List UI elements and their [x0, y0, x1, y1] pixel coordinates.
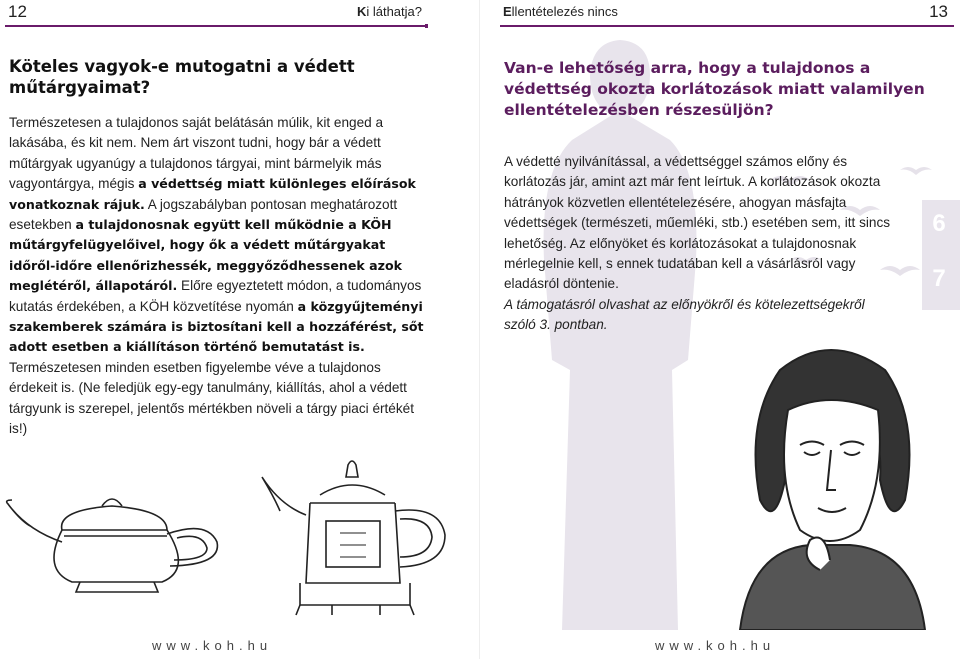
- right-question: Van-e lehetőség arra, hogy a tulajdonos a védettség okozta korlátozások miatt valamilyen ellentételezésben részesüljön?: [504, 59, 925, 119]
- left-body-run: Természetesen a tulajdonos saját belátásán múlik, kit enged a lakásába, és kit nem. Nem árt viszont tudni, hogy bár a védett műtárgyak ugyanúgy a tulajdonos tárgyai, mint bármelyik más vagyontárgya, mégis: [9, 115, 384, 192]
- left-page-number: 12: [8, 2, 27, 21]
- left-running-head: [357, 4, 422, 19]
- left-running-head-text: i láthatja?: [366, 4, 422, 19]
- right-running-head-text: llentételezés nincs: [511, 4, 618, 19]
- right-header-rule: [500, 25, 954, 27]
- left-running-head-initial: K: [356, 4, 367, 19]
- left-body-bold-run: a tulajdonosnak együtt kell működnie a KÖH műtárgyfelügyelőivel, hogy ők a védett műtárgyakat időről-időre ellenőrizhessék, meggyőződhessenek azok meglétéről, állapotáról.: [9, 217, 403, 294]
- left-header-rule: [5, 25, 428, 27]
- right-answer-paragraph: A védetté nyilvánítással, a védettséggel számos előny és korlátozás jár, amint azt már fent leírtuk. A korlátozások okozta hátrányok közvetlen ellentételezésére, ahogyan másfajta védettségek (természeti, műemléki, stb.) esetében sem, itt sincs lehetőség. Az előnyöket és korlátozásokat a tulajdonosnak mérlegelnie kell, s ennek tudatában kell a vásárlásról vagy eladásról döntenie.: [504, 154, 891, 292]
- woman-portrait-illustration: [700, 330, 958, 630]
- right-running-head: [503, 4, 618, 19]
- left-body-run: A jogszabályban pontosan meghatározott esetekben: [9, 196, 398, 233]
- left-body-run: Természetesen minden esetben figyelembe véve a tulajdonos érdekeit is. (Ne feledjük egy-egy tanulmány, kiállítás, ahol a védett tárgyunk is szerepel, jelentős mértékben növeli a tárgy piaci értékét is!): [9, 359, 414, 437]
- left-body-bold-run: a közgyűjteményi szakemberek számára is biztosítani kell a hozzáférést, sőt adott esetben a kiállításon történő bemutatást is.: [9, 298, 424, 355]
- teapot-silver-illustration: [2, 470, 232, 600]
- left-body-text: [9, 113, 424, 440]
- right-page-header: [480, 0, 960, 26]
- left-body-bold-run: a védettség miatt különleges előírások vonatkoznak rájuk.: [9, 176, 416, 212]
- chapter-tab-7: 7: [932, 265, 946, 292]
- left-footer-url: www.koh.hu: [152, 638, 273, 653]
- left-page-header: [0, 0, 480, 26]
- right-footer-url: www.koh.hu: [655, 638, 776, 653]
- right-running-head-initial: E: [503, 4, 512, 19]
- right-note-paragraph: A támogatásról olvashat az előnyökről és kötelezettségekről szóló 3. pontban.: [504, 296, 865, 333]
- chapter-tab-6: 6: [932, 210, 946, 237]
- right-page-number: 13: [929, 2, 948, 21]
- left-body-run: Előre egyeztetett módon, a tudományos kutatás érdekében, a KÖH közvetítése nyomán: [9, 278, 422, 314]
- left-header-rule-accent: [425, 24, 428, 28]
- teapot-engraved-illustration: [240, 455, 470, 625]
- left-question: Köteles vagyok-e mutogatni a védett műtárgyaimat?: [9, 57, 355, 97]
